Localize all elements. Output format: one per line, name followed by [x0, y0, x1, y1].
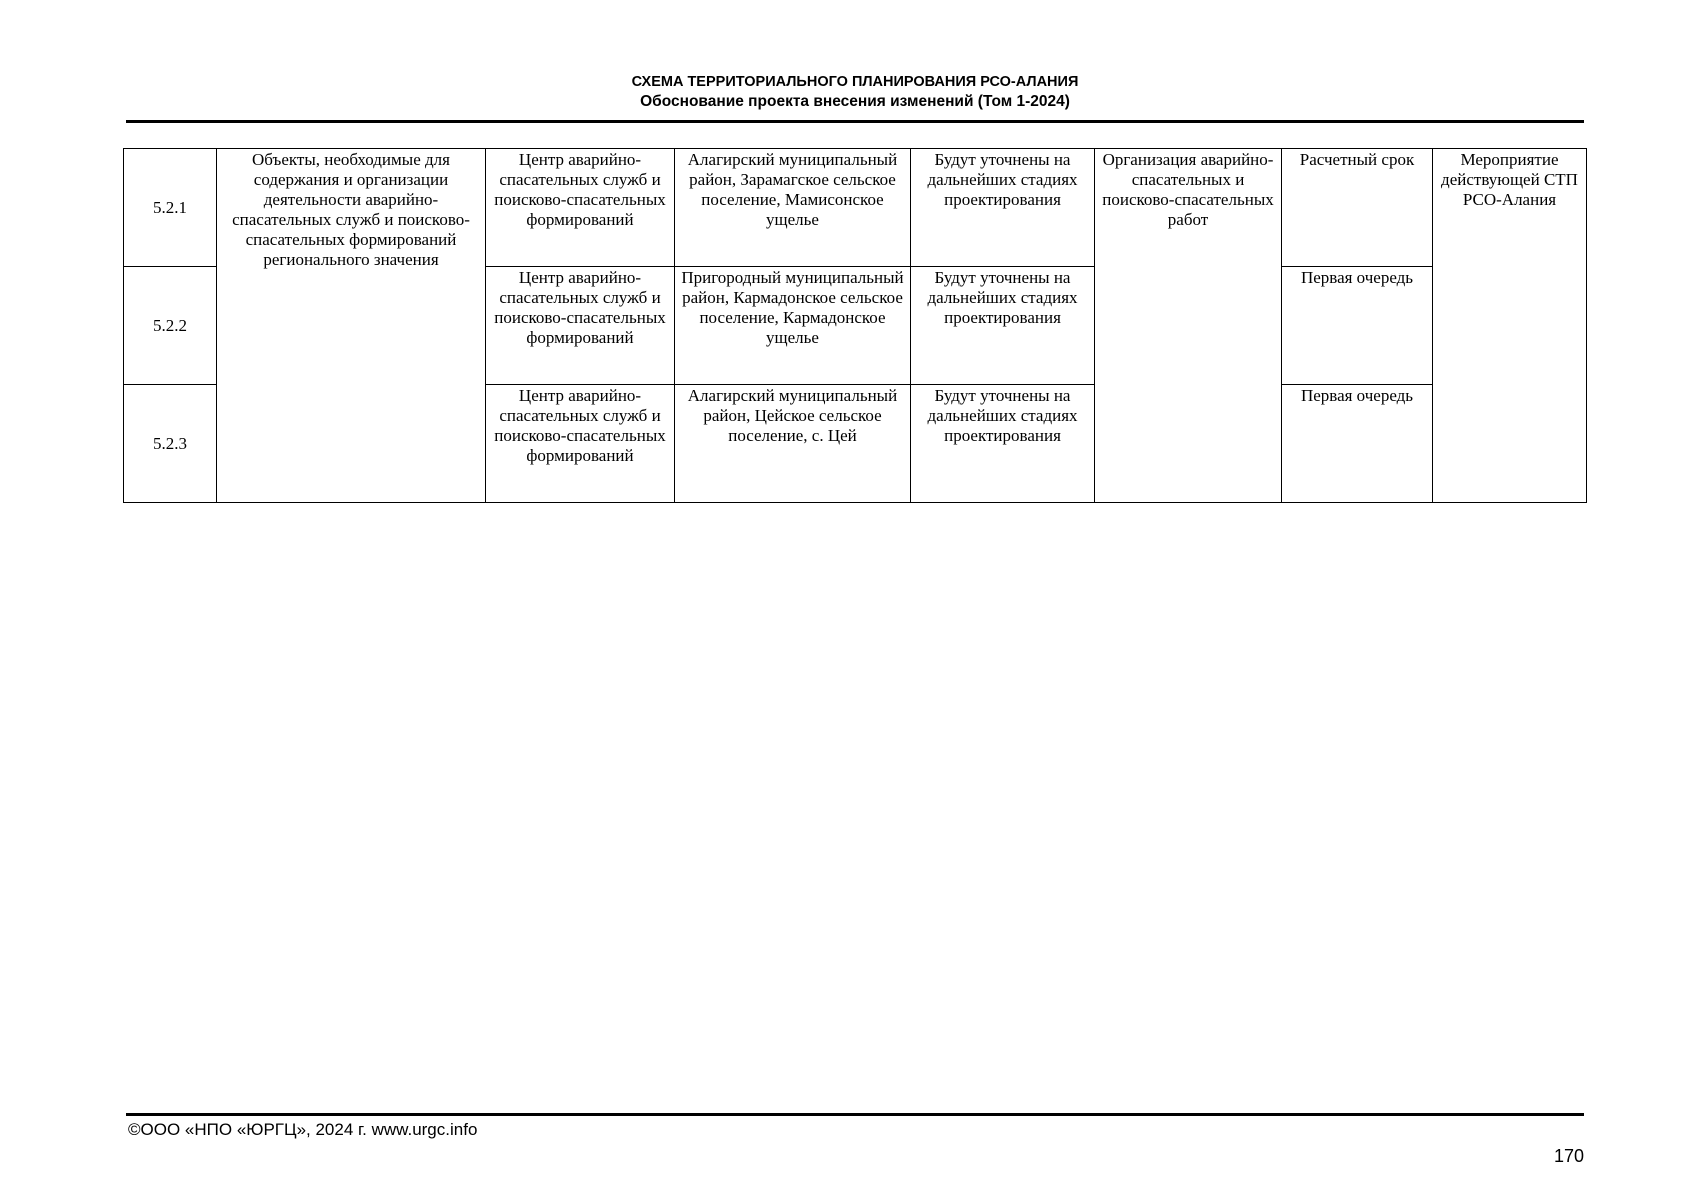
location-cell: Пригородный муниципальный район, Кармадонское сельское поселение, Кармадонское ущелье: [675, 267, 911, 385]
header-divider: [126, 120, 1584, 123]
page-number: 170: [1553, 1146, 1584, 1166]
object-name-cell: Центр аварийно-спасательных служб и поисково-спасательных формирований: [486, 385, 675, 503]
term-cell: Первая очередь: [1282, 267, 1433, 385]
group-description-cell: Объекты, необходимые для содержания и организации деятельности аварийно-спасательных служб и поисково-спасательных формирований регионального значения: [217, 149, 486, 503]
page-header: [126, 72, 1584, 112]
row-number: 5.2.1: [124, 149, 217, 267]
location-cell: Алагирский муниципальный район, Цейское сельское поселение, с. Цей: [675, 385, 911, 503]
table-row: [124, 149, 1587, 267]
row-number: 5.2.3: [124, 385, 217, 503]
footer-copyright: ©ООО «НПО «ЮРГЦ», 2024 г. www.urgc.info: [128, 1120, 478, 1139]
parameters-cell: Будут уточнены на дальнейших стадиях проектирования: [911, 267, 1095, 385]
object-name-cell: Центр аварийно-спасательных служб и поисково-спасательных формирований: [486, 267, 675, 385]
parameters-cell: Будут уточнены на дальнейших стадиях проектирования: [911, 385, 1095, 503]
parameters-cell: Будут уточнены на дальнейших стадиях проектирования: [911, 149, 1095, 267]
object-name-cell: Центр аварийно-спасательных служб и поисково-спасательных формирований: [486, 149, 675, 267]
document-title: СХЕМА ТЕРРИТОРИАЛЬНОГО ПЛАНИРОВАНИЯ РСО-АЛАНИЯ: [631, 74, 1079, 90]
status-cell: Мероприятие действующей СТП РСО-Алания: [1433, 149, 1587, 503]
term-cell: Расчетный срок: [1282, 149, 1433, 267]
row-number: 5.2.2: [124, 267, 217, 385]
purpose-cell: Организация аварийно-спасательных и поисково-спасательных работ: [1095, 149, 1282, 503]
term-cell: Первая очередь: [1282, 385, 1433, 503]
objects-table: [123, 148, 1587, 503]
location-cell: Алагирский муниципальный район, Зарамагское сельское поселение, Мамисонское ущелье: [675, 149, 911, 267]
document-subtitle: Обоснование проекта внесения изменений (Том 1-2024): [640, 93, 1070, 110]
footer-divider: [126, 1113, 1584, 1116]
